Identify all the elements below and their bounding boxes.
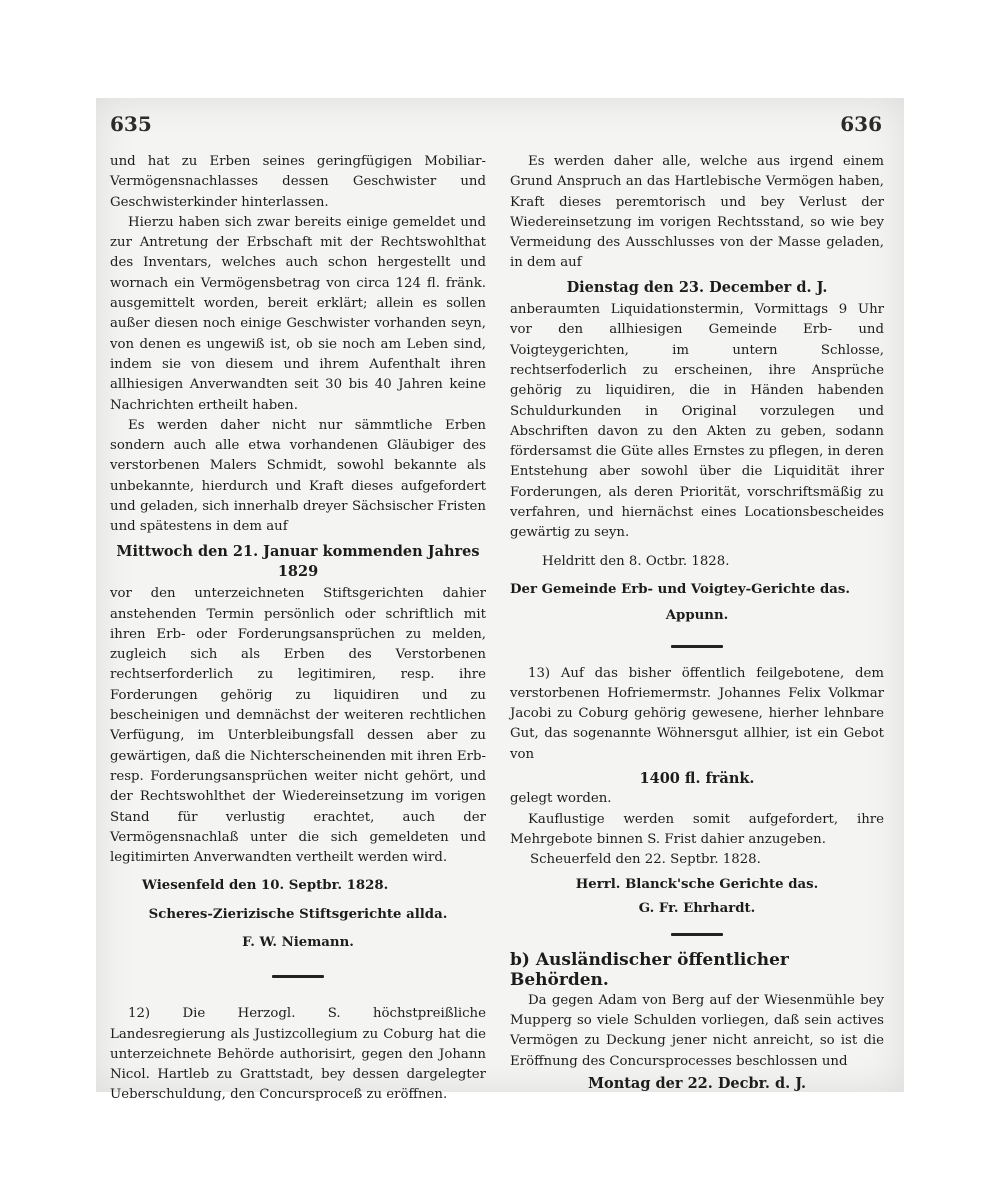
separator-rule <box>272 975 324 978</box>
paragraph: 13) Auf das bisher öffentlich feilgebotene, dem verstorbenen Hofriemermstr. Johannes Felix Volkmar Jacobi zu Coburg gehörig gewesene, hierher lehnbare Gut, das sogenannte Wöhnersgut allhier, ist ein Gebot von <box>510 665 884 762</box>
place-date: Scheuerfeld den 22. Septbr. 1828. <box>530 852 761 868</box>
signature-name: G. Fr. Ehrhardt. <box>638 900 756 916</box>
paragraph: Es werden daher alle, welche aus irgend einem Grund Anspruch an das Hartlebische Vermögen haben, Kraft dieses peremtorisch und bey Verlust der Wiedereinsetzung im vorigen Rechtsstand, so wie bey Vermeidung des Ausschlusses von der Masse geladen, in dem auf <box>510 154 884 271</box>
section-heading: b) Ausländischer öffentlicher Behörden. <box>510 950 789 991</box>
paragraph: vor den unterzeichneten Stiftsgerichten dahier anstehenden Termin persönlich oder schriftlich mit ihren Erb- oder Forderungsansprüchen zu melden, zugleich sich als Erben des Verstorbenen rechtserforderlich zu legitimiren, resp. ihre Forderungen gehörig zu liquidiren und zu bescheinigen und demnächst der weiteren rechtlichen Verfügung, im Unterbleibungsfall dessen aber zu gewärtigen, daß die Nichterscheinenden mit ihren Erb- resp. Forderungsansprüchen weiter nicht gehört, und der Rechtswohlthet der Wiedereinsetzung im vorigen Stand für verlustig erachtet, auch der Vermögensnachlaß unter die sich gemeldeten und legitimirten Anverwandten vertheilt werden wird. <box>110 586 486 866</box>
left-column <box>110 152 486 1106</box>
paragraph: anberaumten Liquidationstermin, Vormittags 9 Uhr vor den allhiesigen Gemeinde Erb- und Voigteygerichten, im untern Schlosse, rechtserfoderlich zu erscheinen, ihre Ansprüche gehörig zu liquidiren, die in Händen habenden Schuldurkunden in Original vorzulegen und Abschriften davon zu den Akten zu geben, sodann fördersamst die Güte alles Ernstes zu pflegen, in deren Entstehung aber sowohl über die Liquidität ihrer Forderungen, als deren Priorität, vorschriftsmäßig zu verfahren, und hiernächst eines Locationsbescheides gewärtig zu seyn. <box>510 302 884 541</box>
amount: 1400 fl. fränk. <box>639 770 755 788</box>
paragraph: gelegt worden. <box>510 791 612 807</box>
place-date: Heldritt den 8. Octbr. 1828. <box>542 553 730 569</box>
page-number-right: 636 <box>840 112 882 136</box>
paragraph: Es werden daher nicht nur sämmtliche Erben sondern auch alle etwa vorhandenen Gläubiger des verstorbenen Malers Schmidt, sowohl bekannte als unbekannte, hierdurch und Kraft dieses aufgefordert und geladen, sich innerhalb dreyer Sächsischer Fristen und spätestens in dem auf <box>110 417 486 535</box>
place-date: Wiesenfeld den 10. Septbr. 1828. <box>142 878 389 894</box>
right-column <box>510 152 884 1094</box>
paragraph: 12) Die Herzogl. S. höchstpreißliche Landesregierung als Justizcollegium zu Coburg hat die unterzeichnete Behörde authorisirt, gegen den Johann Nicol. Hartleb zu Grattstadt, bey dessen dargelegter Ueberschuldung, den Concursproceß zu eröffnen. <box>110 1006 486 1103</box>
signature-name: F. W. Niemann. <box>242 934 354 950</box>
date-heading: Mittwoch den 21. Januar kommenden Jahres 1829 <box>116 542 480 580</box>
paragraph: und hat zu Erben seines geringfügigen Mobiliar-Vermögensnachlasses dessen Geschwister und Geschwisterkinder hinterlassen. <box>110 154 486 210</box>
signature-authority: Der Gemeinde Erb- und Voigtey-Gerichte das. <box>510 581 850 597</box>
separator-rule <box>671 645 723 648</box>
paragraph: Da gegen Adam von Berg auf der Wiesenmühle bey Mupperg so viele Schulden vorliegen, daß sein actives Vermögen zu Deckung jener nicht anreicht, so ist die Eröffnung des Concursprocesses beschlossen und <box>510 992 884 1069</box>
paragraph: Hierzu haben sich zwar bereits einige gemeldet und zur Antretung der Erbschaft mit der Rechtswohlthat des Inventars, welches auch schon hergestellt und wornach ein Vermögensbetrag von circa 124 fl. fränk. ausgemittelt worden, bereit erklärt; allein es sollen außer diesen noch einige Geschwister vorhanden seyn, von denen es ungewiß ist, ob sie noch am Leben sind, indem sie von diesem und ihrem Aufenthalt ihren allhiesigen Anverwandten seit 30 bis 40 Jahren keine Nachrichten ertheilt haben. <box>110 214 486 413</box>
signature-authority: Scheres-Zierizische Stiftsgerichte allda. <box>148 906 448 922</box>
page-number-left: 635 <box>110 112 152 136</box>
date-heading: Dienstag den 23. December d. J. <box>566 278 828 296</box>
signature-authority: Herrl. Blanck'sche Gerichte das. <box>575 876 819 892</box>
paragraph: Kauflustige werden somit aufgefordert, ihre Mehrgebote binnen S. Frist dahier anzugeben. <box>510 811 884 847</box>
signature-name: Appunn. <box>665 608 729 624</box>
separator-rule <box>671 933 723 936</box>
date-heading: Montag der 22. Decbr. d. J. <box>587 1074 807 1092</box>
